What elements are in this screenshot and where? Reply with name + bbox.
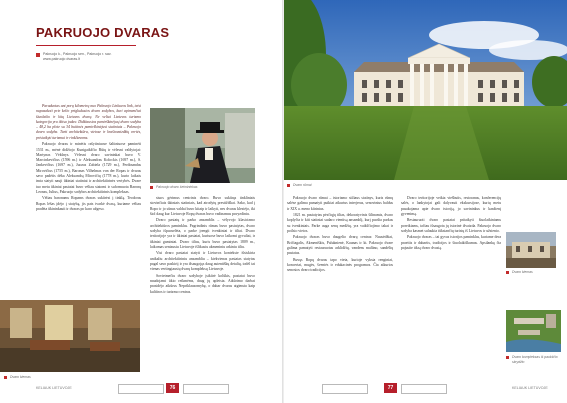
left-page-number: 76 [166, 383, 179, 393]
manor-photo-caption: Dvaro rūmai [293, 183, 312, 187]
costumed-host-photo [150, 108, 255, 183]
caption-marker [506, 271, 509, 274]
aerial-image [506, 310, 561, 352]
paragraph: Pakruojo dvaras – tai gyvas istorijos paminklas, kuriame dera praeitis ir dabartis, tradicijos ir šiuolaikiškumas. Apsilankę čia pajusite tikrą dvaro dvasią. [401, 235, 501, 251]
caption-marker [4, 376, 7, 379]
lead-paragraph: Paraduotas ant porą kilometrų nuo Pakruojo Linkuvos link, teisi nupasakoti prie kelio prigludusios dvaro sodybos, kuri apimenčiai šiuolaiko ir kitų Lietuvos dvarų. Ne veltui Lietuvos turizmo kategorija yra ištisa jodas: Didžiausios pamirškinėjusį dvaro sodyba – 48,2 ha plote su 34 buitinės pamirškinėjusi statiniais – Pakruojo dvaro sodyba. Tarti architektūra, vietose ir kraštovaizdžių vertės, prisiaikyti turizmui ir rinkliavoms. [36, 104, 141, 140]
paragraph: Pakruojo dvaro rūmai – istorizmo stiliaus statinys, kuris rūmų salėse galima pamatyti puikiai atkurtus interjerus, senovinius baldus ir XIX a. meno kūrinius. [287, 196, 393, 211]
paragraph: Sovietmečiu dvaro sodyboje įsikūrė kolūkis, pastatai buvo naudojami ūkio reikmėms, daug jų apleista. Atkūrimo darbai prasidėjo atkūrus Nepriklausomybę, o dabar dvaras atgimsta kaip kultūros ir turizmo centras. [150, 273, 255, 294]
paragraph: Pakruojo dvaras buvo daugelio dvarų centras: Nausėdžiai, Bričiagalis, Akmeniškis, Paluknienė, Kaunas ir kt. Pakruojo dvare galima pamatyti restauruotus arklidžių, vandens malūno, sandėlių pastatus. [287, 235, 393, 256]
paragraph: 1821 m. pastatytas pėsčiųjų tiltas, dekoratyvinis šiltnamis, dvaro koplyčia ir kiti statiniai sudaro vientisą ansamblį, kurį puošia parkas su tvenkiniais. Parke auga senų medžių, yra vaikščiojimo takai ir poilsio vietos. [287, 213, 393, 233]
paragraph: siuos gėrimus centrinis dvaro. Buvo sukūręs tinkliniais stovinčiais ūkiniais statiniais, kad atrodytų prestižiškai. Sako, kad į Ropo ir jo sūnus valdai buvo kitaip ir laikyti, nes dvaras klestėjo, iki šiol daug kur Lietuvoje Ropų dvaras buvo vadinamas pavyzdiniu. [150, 196, 255, 216]
right-page-number: 77 [384, 383, 397, 393]
paragraph: Buvęs Ropų dvaras tapo vieta, kurioje vyksta renginiai, koncertai, mugės, šventės ir edukacinės programos. Čia atkurtos senosios dvaro tradicijos. [287, 257, 393, 273]
paragraph: Visi dvaro pastatai statyti ir Lietuvos kontekste išsiskiria unikaliu architektūriniu ansambliu – kiekvienas pastatas statytas pagal savo paskirtį ir yra išsaugojęs daug autentiškų detalių, todėl tai vienas vertingiausių dvarų kompleksų Lietuvoje. [150, 251, 255, 272]
left-footer-text: KELIAUK LIETUVOJE [36, 386, 72, 390]
left-column-1 [36, 104, 141, 214]
caption-marker [287, 184, 290, 187]
paragraph: Restauruoti dvaro pastatai pritaikyti šiuolaikiniams poreikiams, tačiau išsaugota jų istorinė išvaizda. Pakruojo dvaro sodyba kasmet sulaukia tūkstančių turistų iš Lietuvos ir užsienio. [401, 218, 501, 233]
right-page [284, 0, 567, 403]
aerial-photo [506, 310, 561, 352]
manor-house-photo [284, 0, 567, 180]
photo-caption-top: Pakruojo dvaro šeimininkas [156, 185, 198, 189]
page-title: PAKRUOJO DVARAS [36, 25, 170, 40]
left-footer-box [118, 384, 164, 394]
left-footer-box [183, 384, 229, 394]
address-text: Pakruojo k., Pakruojo sen., Pakruojo r. sav. www.pakruojo dvaras.lt [43, 52, 112, 61]
courtyard-image [0, 300, 140, 372]
caption-marker [506, 356, 509, 359]
courtyard-photo-small [506, 232, 556, 268]
photo-caption-bottom: Dvaro kiemas [10, 375, 31, 379]
left-column-2 [150, 196, 255, 296]
title-rule [36, 45, 136, 46]
address-marker [36, 53, 40, 57]
right-column-2 [401, 196, 501, 253]
paragraph: Dvaro teritorijoje veikia viešbutis, restoranas, konferencijų salės, o lankytojai gali dalyvauti ekskursijose, kurių metu pasakojama apie dvaro istoriją, jo savininkus ir kasdienį gyvenimą. [401, 196, 501, 216]
left-page [0, 0, 283, 403]
aerial-photo-caption: Dvaro kompleksas iš paukščio skrydžio [512, 355, 558, 364]
right-column-1 [287, 196, 393, 275]
courtyard-photo-caption: Dvaro kiemas [512, 270, 533, 274]
costumed-host-image [150, 108, 255, 183]
right-footer-text: KELIAUK LIETUVOJE [512, 386, 548, 390]
courtyard-photo [0, 300, 140, 372]
courtyard-small-image [506, 232, 556, 268]
paragraph: Pakruojo dvaras ir minėtis rašytiniuose šaltiniuose paminėti 1531 m., mėnė didžiojo Kunigaikščio Rūtų ir vėlesni valdytojai: Martynas Vėkšnys. Vėlesni dvaro savininkai buvo V. Marcinkevičius (1596 m.) ir Aleksandras Kolockis (1697 m.), S. Jankevičius (1697 m.), Juozas Zabiela (1729 m.), Ferdinandas Mirovičius (1755 m.), Baronas Vilhelmas von der Ropas ir dvaras savo padėtis dėka Aleksandrą Mirovičių (1778 m.), kurio laikais imta statyti nauji ūkiniai statiniai ir architektūrinės vertybės. Dvare tuo metu ūkiniai pastatai buvo vėliau statomi ir suformuota Baronų Leonas, Julius, Pakruojo sodybos architektūrinis kompleksas. [36, 142, 141, 194]
caption-marker [150, 186, 153, 189]
right-footer-box [322, 384, 368, 394]
paragraph: Dvaro pastatų ir parko ansamblis – vėlyvojo klasicizmo architektūros paminklas. Pagrindinis rūmas buvo pastatytas, dvaro sodyba išpuoselėta, o parke įrengti tvenkiniai ir tiltai. Dvaro teritorijoje yra ir ūkiniai pastatai, kuriuose buvo laikomi gyvuliai, ir ūkiniai gaminiai. Dvaro tiltas, kuris buvo pastatytas 1809 m., laikomas seniausiu Lietuvoje išlikusiu akmeniniu arkiniu tiltu. [150, 218, 255, 249]
right-footer-box [401, 384, 447, 394]
manor-house-image [284, 0, 567, 180]
paragraph: Vėliau baronams Ropams dvaras sukūrėsi į tinklą. Teodoras Ropas lėšas įdėjo į statybą, jis pats tvarkė dvarą, kuriame vėliau pradėta ūkininkauti ir dvaras po karo užgeso. [36, 196, 141, 212]
